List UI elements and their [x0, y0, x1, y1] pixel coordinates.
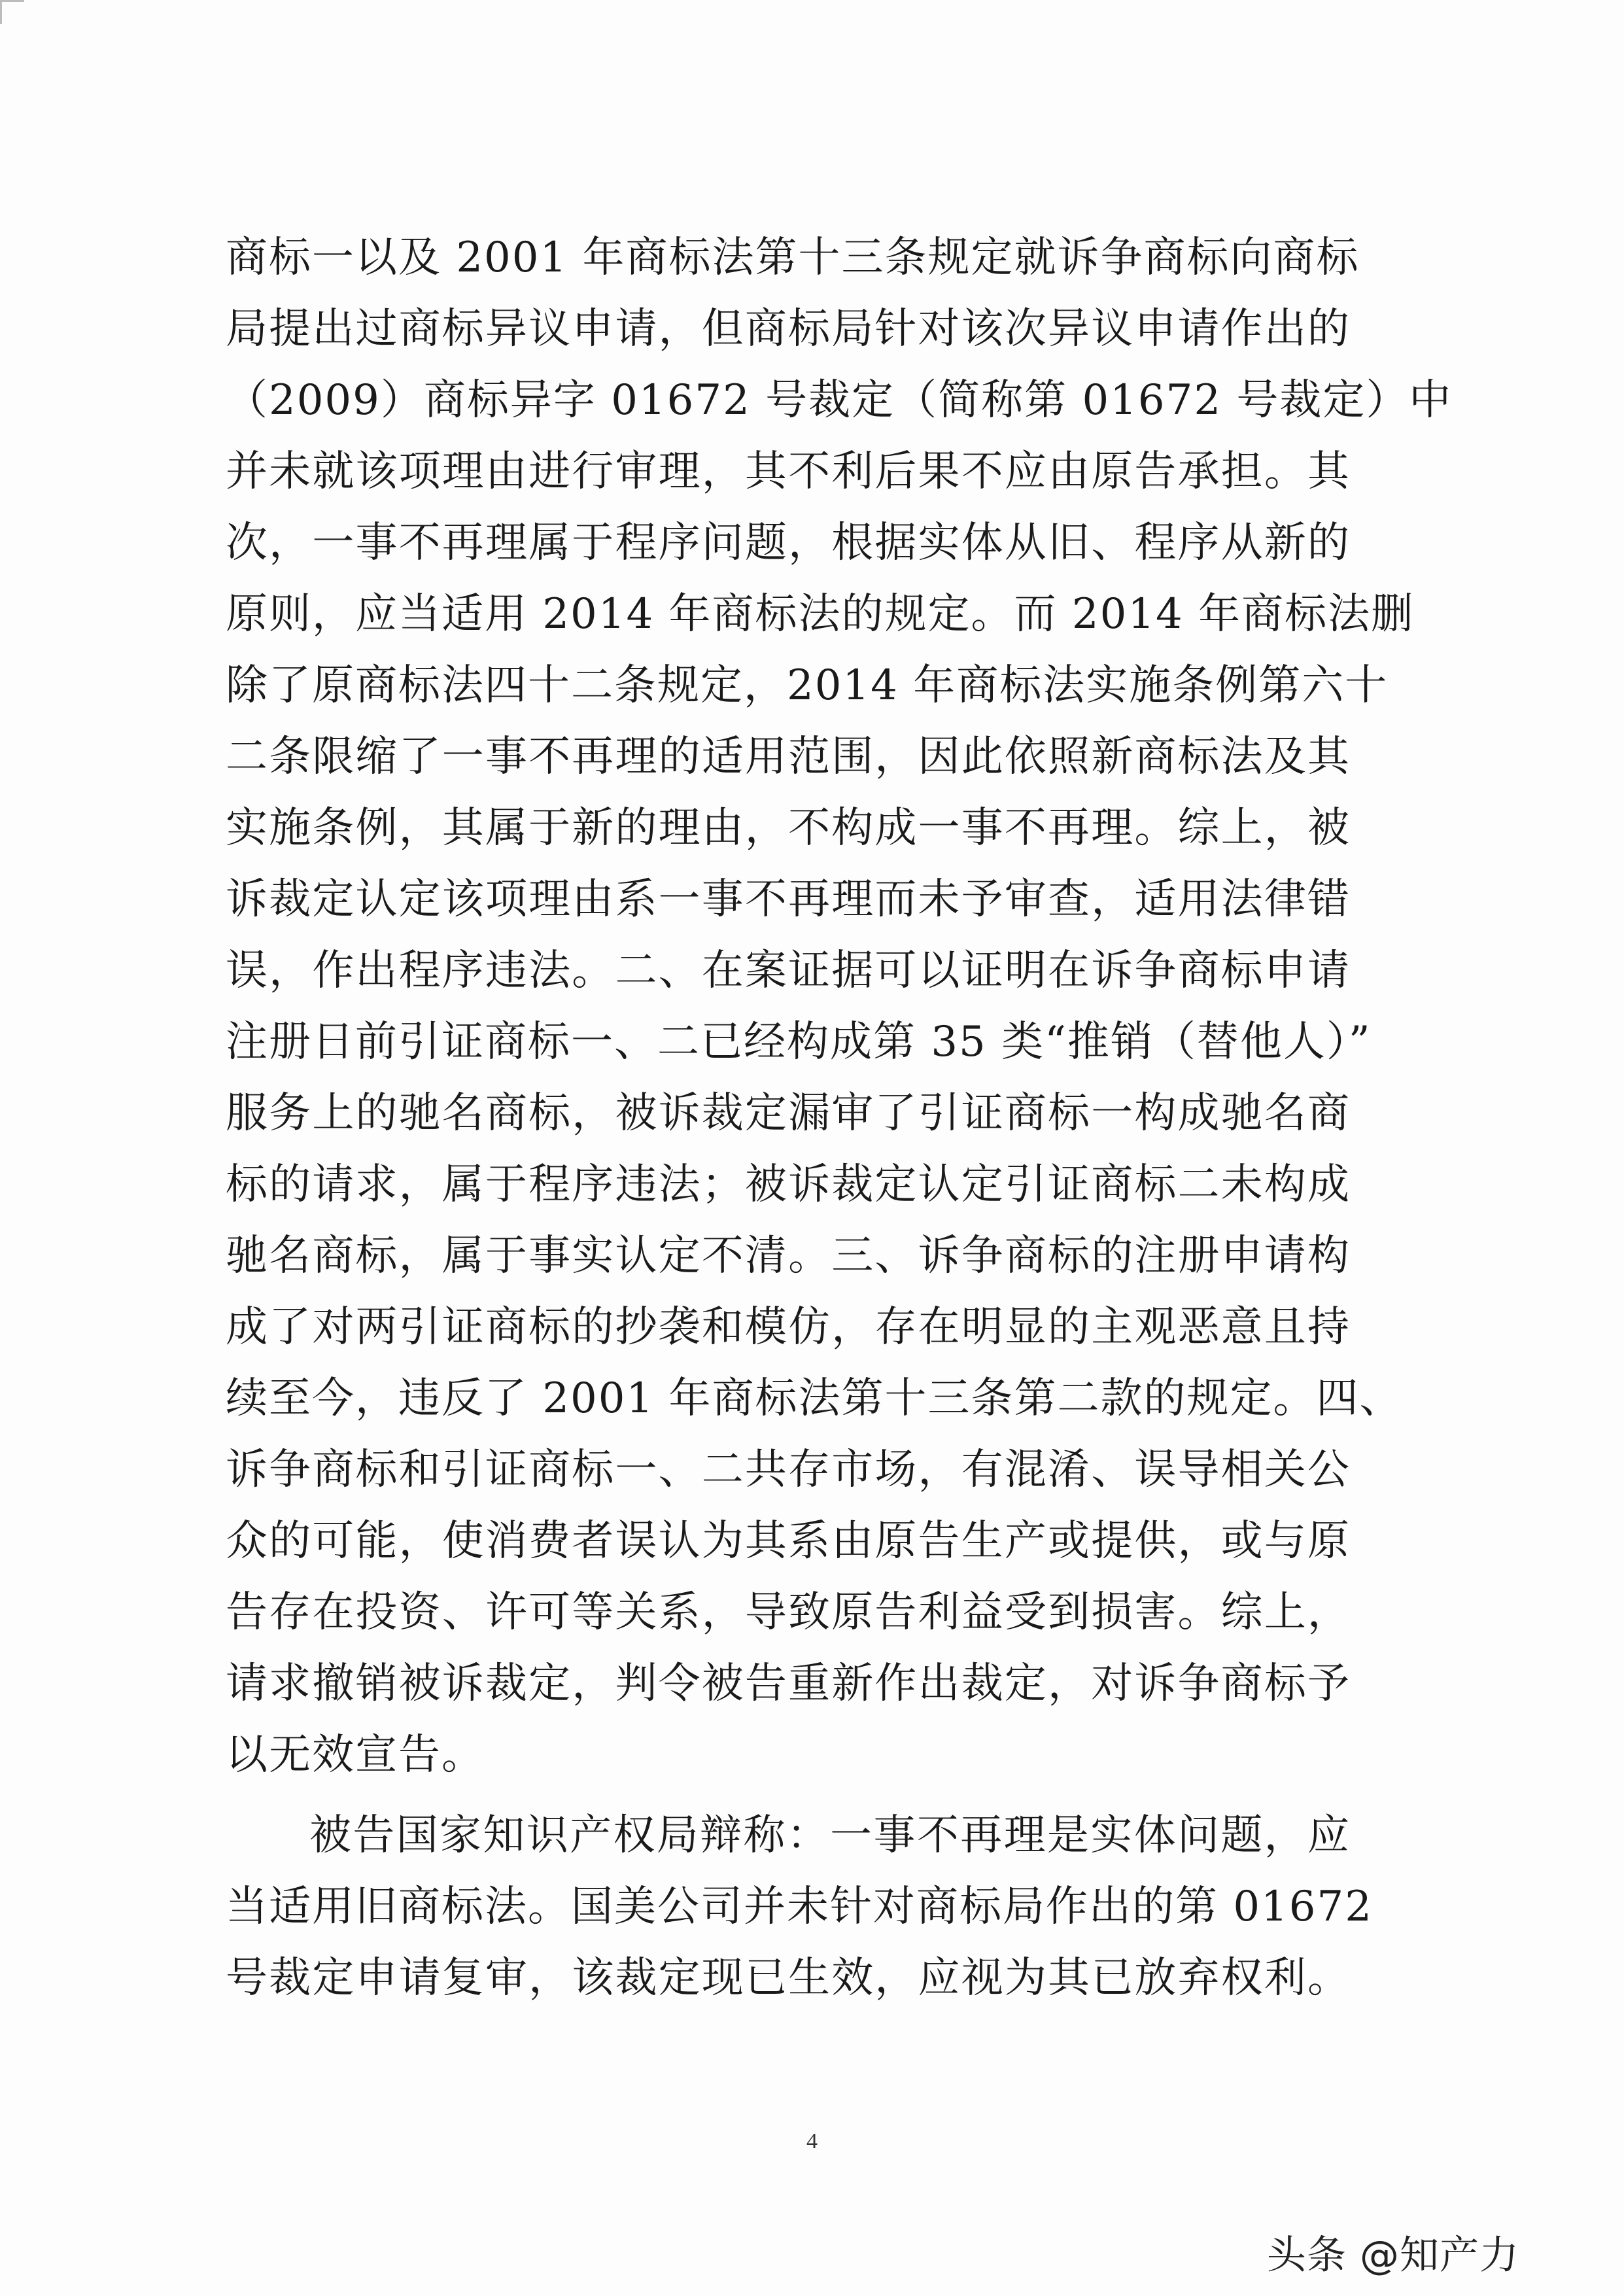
- text-line: 实施条例，其属于新的理由，不构成一事不再理。综上，被: [226, 804, 1351, 852]
- text-line: 并未就该项理由进行审理，其不利后果不应由原告承担。其: [226, 447, 1351, 496]
- scan-corner-mark: [0, 0, 24, 24]
- text-line: 号裁定申请复审，该裁定现已生效，应视为其已放弃权利。: [226, 1954, 1351, 2002]
- text-line: 服务上的驰名商标，被诉裁定漏审了引证商标一构成驰名商: [226, 1089, 1351, 1138]
- text-line: 标的请求，属于程序违法；被诉裁定认定引证商标二未构成: [226, 1160, 1351, 1209]
- text-line: 请求撤销被诉裁定，判令被告重新作出裁定，对诉争商标予: [226, 1660, 1351, 1708]
- text-line: 以无效宣告。: [226, 1731, 485, 1779]
- text-line: 驰名商标，属于事实认定不清。三、诉争商标的注册申请构: [226, 1232, 1351, 1280]
- text-line: 告存在投资、许可等关系，导致原告利益受到损害。综上，: [226, 1588, 1351, 1637]
- text-line-indented: 被告国家知识产权局辩称：一事不再理是实体问题，应: [309, 1811, 1351, 1860]
- text-line: 续至今，违反了 2001 年商标法第十三条第二款的规定。四、: [226, 1374, 1403, 1423]
- text-line: 注册日前引证商标一、二已经构成第 35 类“推销（替他人）”: [226, 1018, 1372, 1066]
- watermark: 头条 @知产力: [1266, 2233, 1519, 2278]
- text-line: 原则，应当适用 2014 年商标法的规定。而 2014 年商标法删: [226, 590, 1415, 638]
- text-line: 当适用旧商标法。国美公司并未针对商标局作出的第 01672: [226, 1883, 1373, 1931]
- body-text: [226, 222, 1453, 2014]
- text-line: 除了原商标法四十二条规定，2014 年商标法实施条例第六十: [226, 661, 1389, 710]
- text-line: 诉争商标和引证商标一、二共存市场，有混淆、误导相关公: [226, 1446, 1351, 1494]
- paragraph-gap: [226, 1791, 1351, 1800]
- text-line: 局提出过商标异议申请，但商标局针对该次异议申请作出的: [226, 305, 1351, 353]
- text-line: 商标一以及 2001 年商标法第十三条规定就诉争商标向商标: [226, 234, 1360, 282]
- text-line: 二条限缩了一事不再理的适用范围，因此依照新商标法及其: [226, 733, 1351, 781]
- text-line: 次，一事不再理属于程序问题，根据实体从旧、程序从新的: [226, 519, 1351, 567]
- page-number: 4: [806, 2129, 818, 2153]
- text-line: （2009）商标异字 01672 号裁定（简称第 01672 号裁定）中: [226, 376, 1453, 425]
- text-line: 众的可能，使消费者误认为其系由原告生产或提供，或与原: [226, 1517, 1351, 1565]
- text-line: 诉裁定认定该项理由系一事不再理而未予审查，适用法律错: [226, 875, 1351, 924]
- text-line: 误，作出程序违法。二、在案证据可以证明在诉争商标申请: [226, 947, 1351, 995]
- text-line: 成了对两引证商标的抄袭和模仿，存在明显的主观恶意且持: [226, 1303, 1351, 1351]
